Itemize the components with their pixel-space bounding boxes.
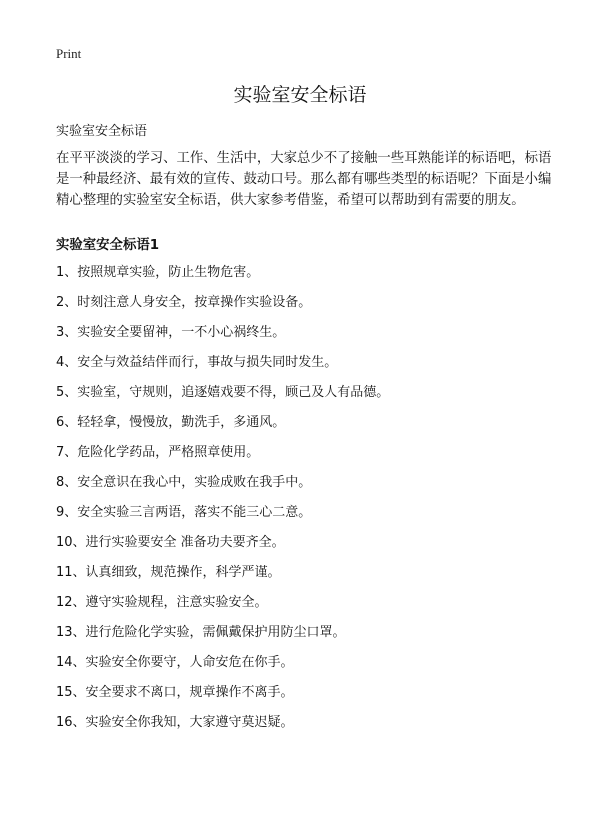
slogan-item: 10、进行实验要安全 准备功夫要齐全。 xyxy=(56,535,285,550)
intro-paragraph: 在平平淡淡的学习、工作、生活中，大家总少不了接触一些耳熟能详的标语吧，标语是一种最经济、最有效的宣传、鼓动口号。那么都有哪些类型的标语呢？下面是小编精心整理的实验室安全标语，供大家参考借鉴，希望可以帮助到有需要的朋友。 xyxy=(56,151,552,208)
section-heading: 实验室安全标语1 xyxy=(56,238,160,253)
document-subtitle: 实验室安全标语 xyxy=(56,124,148,139)
slogan-item: 16、实验安全你我知，大家遵守莫迟疑。 xyxy=(56,715,294,730)
slogan-item: 12、遵守实验规程，注意实验安全。 xyxy=(56,595,268,610)
slogan-item: 2、时刻注意人身安全，按章操作实验设备。 xyxy=(56,295,312,310)
slogan-item: 15、安全要求不离口，规章操作不离手。 xyxy=(56,685,294,700)
slogan-item: 4、安全与效益结伴而行，事故与损失同时发生。 xyxy=(56,355,338,370)
slogan-item: 13、进行危险化学实验，需佩戴保护用防尘口罩。 xyxy=(56,625,346,640)
slogan-item: 7、危险化学药品，严格照章使用。 xyxy=(56,445,260,460)
slogan-item: 11、认真细致，规范操作，科学严谨。 xyxy=(56,565,281,580)
slogan-item: 1、按照规章实验，防止生物危害。 xyxy=(56,265,260,280)
page-title: 实验室安全标语 xyxy=(233,84,367,106)
slogan-item: 8、安全意识在我心中，实验成败在我手中。 xyxy=(56,475,312,490)
slogan-item: 9、安全实验三言两语，落实不能三心二意。 xyxy=(56,505,312,520)
slogan-item: 5、实验室，守规则，追逐嬉戏要不得，顾己及人有品德。 xyxy=(56,385,390,400)
slogan-item: 14、实验安全你要守，人命安危在你手。 xyxy=(56,655,294,670)
slogan-list xyxy=(56,264,389,744)
print-link[interactable]: Print xyxy=(56,46,82,61)
slogan-item: 3、实验安全要留神，一不小心祸终生。 xyxy=(56,325,286,340)
slogan-item: 6、轻轻拿，慢慢放，勤洗手，多通风。 xyxy=(56,415,286,430)
